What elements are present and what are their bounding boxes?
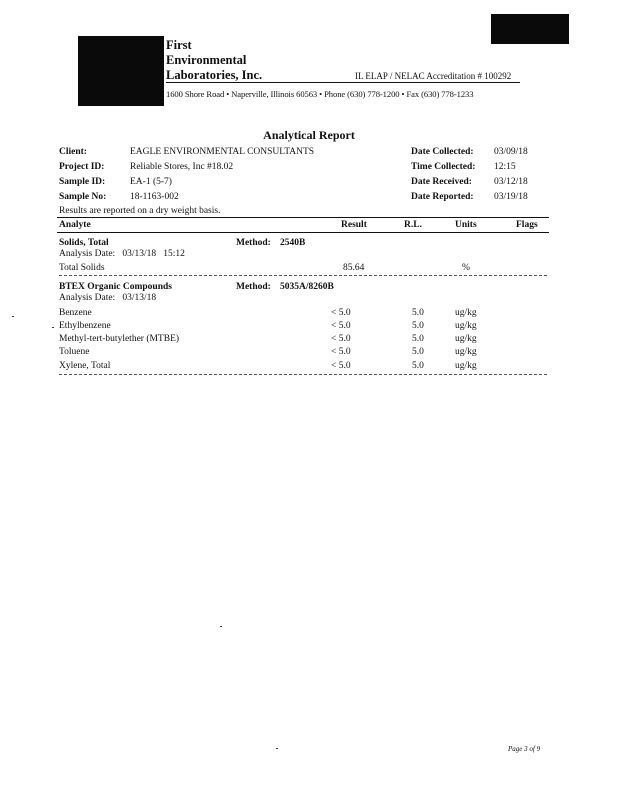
date-collected-label: Date Collected:	[411, 147, 474, 157]
btex-method-label: Method:	[236, 282, 271, 292]
table-header-bottom-rule	[57, 232, 549, 233]
btex-result: < 5.0	[331, 321, 351, 331]
solids-group-name: Solids, Total	[59, 238, 109, 248]
btex-analyte: Benzene	[59, 308, 92, 318]
page-number: Page 3 of 9	[508, 745, 541, 753]
btex-units: ug/kg	[455, 308, 477, 318]
client-value: EAGLE ENVIRONMENTAL CONSULTANTS	[130, 147, 315, 157]
btex-units: ug/kg	[455, 347, 477, 357]
time-collected-value: 12:15	[494, 162, 516, 172]
btex-method-value: 5035A/8260B	[280, 282, 334, 292]
date-received-label: Date Received:	[411, 177, 472, 187]
date-collected-value: 03/09/18	[494, 147, 528, 157]
column-header-flags: Flags	[516, 220, 538, 230]
scan-speck	[52, 327, 54, 328]
btex-units: ug/kg	[455, 321, 477, 331]
column-header-result: Result	[341, 220, 367, 230]
btex-rl: 5.0	[412, 308, 424, 318]
letterhead-underline	[166, 82, 520, 83]
btex-rl: 5.0	[412, 334, 424, 344]
btex-analyte: Ethylbenzene	[59, 321, 111, 331]
scan-speck	[276, 748, 278, 749]
company-name-line1: First	[166, 38, 192, 52]
btex-analyte: Toluene	[59, 347, 90, 357]
btex-rl: 5.0	[412, 347, 424, 357]
company-address: 1600 Shore Road • Naperville, Illinois 60563 • Phone (630) 778-1200 • Fax (630) 778-1233	[166, 89, 474, 99]
btex-units: ug/kg	[455, 361, 477, 371]
column-header-units: Units	[455, 220, 477, 230]
date-received-value: 03/12/18	[494, 177, 528, 187]
column-header-rl: R.L.	[404, 220, 422, 230]
btex-result: < 5.0	[331, 361, 351, 371]
client-label: Client:	[59, 147, 87, 157]
btex-result: < 5.0	[331, 334, 351, 344]
solids-method-label: Method:	[236, 238, 271, 248]
btex-units: ug/kg	[455, 334, 477, 344]
scan-speck	[12, 316, 14, 317]
solids-result: 85.64	[343, 263, 365, 273]
btex-analysis-date: Analysis Date: 03/13/18	[59, 293, 157, 303]
company-name-line2: Environmental	[166, 53, 247, 67]
btex-section-rule	[59, 374, 547, 375]
basis-note: Results are reported on a dry weight basis.	[59, 206, 221, 216]
date-reported-value: 03/19/18	[494, 192, 528, 202]
solids-analyte: Total Solids	[59, 263, 105, 273]
btex-rl: 5.0	[412, 321, 424, 331]
sample-no-label: Sample No:	[59, 192, 107, 202]
btex-group-name: BTEX Organic Compounds	[59, 282, 172, 292]
sample-id-value: EA-1 (5-7)	[130, 177, 172, 187]
project-id-label: Project ID:	[59, 162, 105, 172]
btex-analyte: Xylene, Total	[59, 361, 111, 371]
solids-units: %	[462, 263, 470, 273]
redaction-block	[491, 14, 569, 44]
btex-rl: 5.0	[412, 361, 424, 371]
btex-analyte: Methyl-tert-butylether (MTBE)	[59, 334, 180, 344]
date-reported-label: Date Reported:	[411, 192, 474, 202]
sample-id-label: Sample ID:	[59, 177, 106, 187]
accreditation-text: IL ELAP / NELAC Accreditation # 100292	[355, 71, 512, 81]
solids-analysis-date: Analysis Date: 03/13/18 15:12	[59, 249, 185, 259]
table-header-top-rule	[57, 217, 549, 218]
scan-speck	[220, 626, 222, 627]
company-name-line3: Laboratories, Inc.	[166, 68, 263, 82]
solids-method-value: 2540B	[280, 238, 306, 248]
logo-block	[78, 36, 164, 106]
sample-no-value: 18-1163-002	[130, 192, 179, 202]
btex-result: < 5.0	[331, 347, 351, 357]
solids-row-rule	[59, 275, 547, 276]
project-id-value: Reliable Stores, Inc #18.02	[130, 162, 234, 172]
btex-result: < 5.0	[331, 308, 351, 318]
report-title: Analytical Report	[263, 128, 355, 142]
time-collected-label: Time Collected:	[411, 162, 476, 172]
column-header-analyte: Analyte	[59, 220, 91, 230]
